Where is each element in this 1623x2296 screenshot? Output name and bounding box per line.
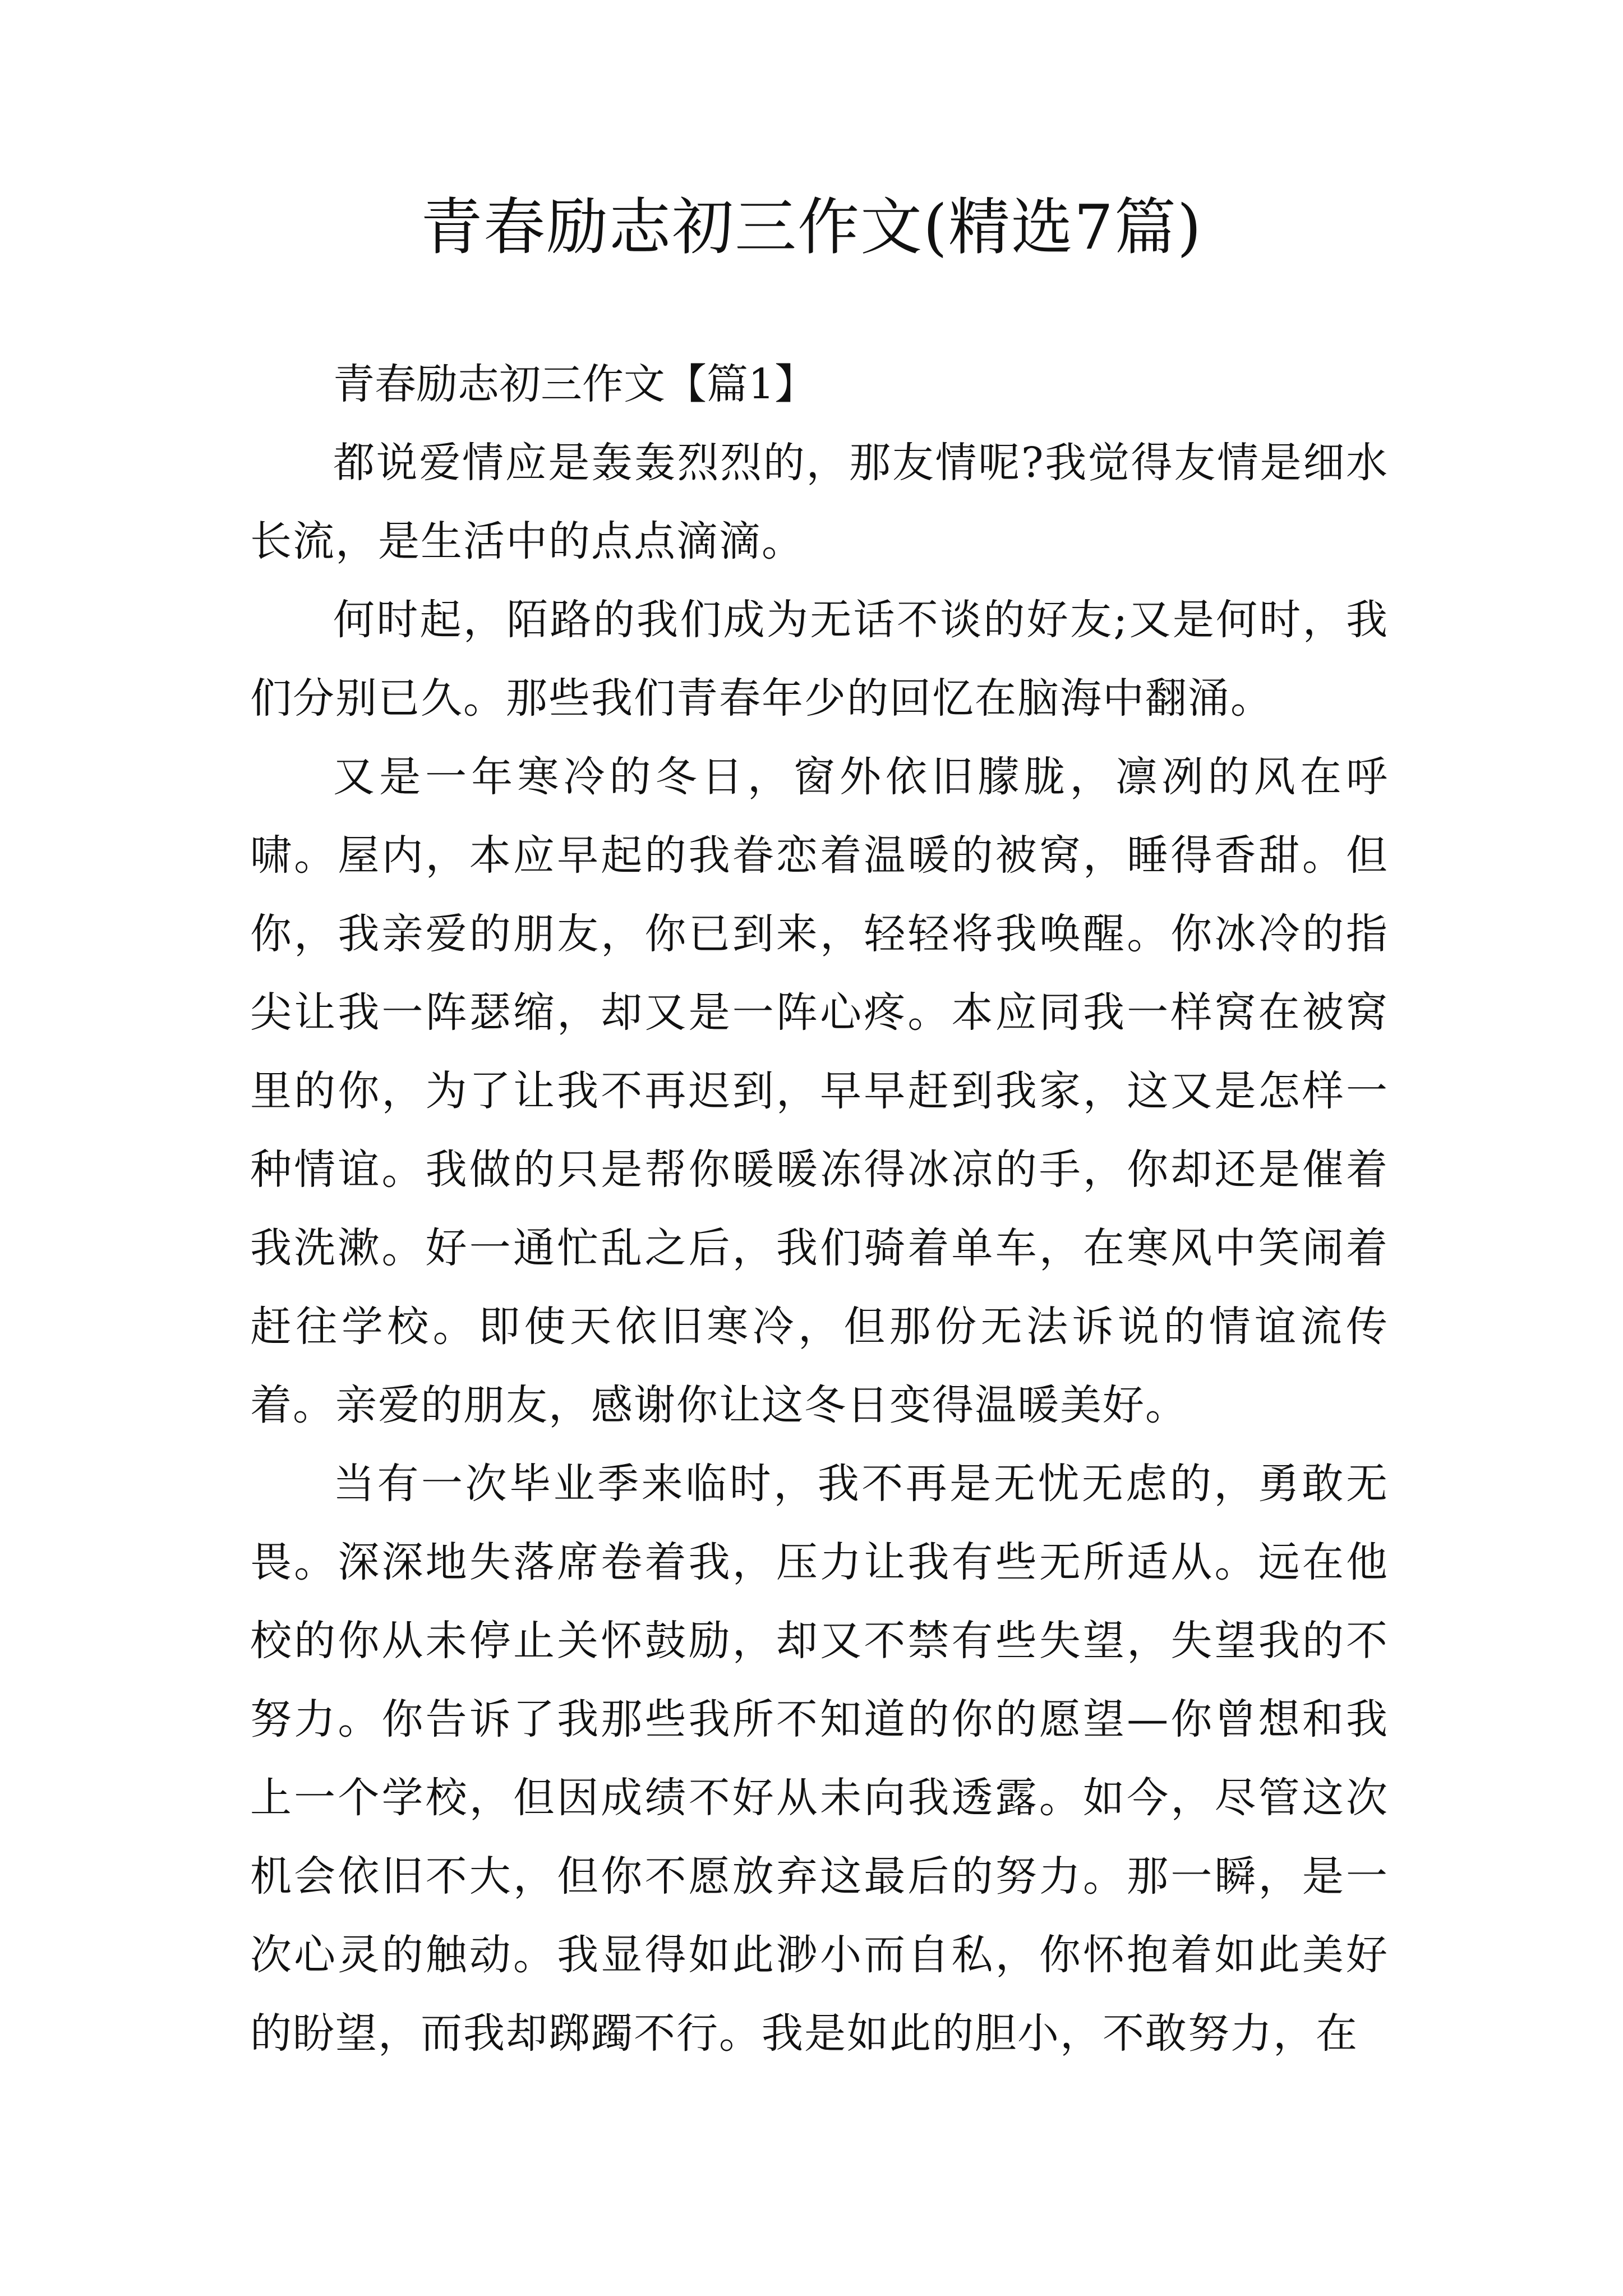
document-title: 青春励志初三作文(精选7篇): [421, 191, 1202, 263]
paragraph-1: 都说爱情应是轰轰烈烈的，那友情呢?我觉得友情是细水长流，是生活中的点点滴滴。: [250, 439, 1389, 565]
paragraph-4: 当有一次毕业季来临时，我不再是无忧无虑的，勇敢无畏。深深地失落席卷着我，压力让我有些无所适从。远在他校的你从未停止关怀鼓励，却又不禁有些失望，失望我的不努力。你告诉了我那些我所不知道的你的愿望—你曾想和我上一个学校，但因成绩不好从未向我透露。如今，尽管这次机会依旧不大，但你不愿放弃这最后的努力。那一瞬，是一次心灵的触动。我显得如此渺小而自私，你怀抱着如此美好的盼望，而我却踯躅不行。我是如此的胆小，不敢努力，在: [250, 1460, 1389, 2058]
document-body: [250, 345, 1389, 2073]
paragraph-2: 何时起，陌路的我们成为无话不谈的好友;又是何时，我们分别已久。那些我们青春年少的回忆在脑海中翻涌。: [250, 596, 1389, 723]
section-heading: 青春励志初三作文【篇1】: [333, 360, 817, 408]
paragraph-3: 又是一年寒冷的冬日，窗外依旧朦胧，凛冽的风在呼啸。屋内，本应早起的我眷恋着温暖的被窝，睡得香甜。但你，我亲爱的朋友，你已到来，轻轻将我唤醒。你冰冷的指尖让我一阵瑟缩，却又是一阵心疼。本应同我一样窝在被窝里的你，为了让我不再迟到，早早赶到我家，这又是怎样一种情谊。我做的只是帮你暖暖冻得冰凉的手，你却还是催着我洗漱。好一通忙乱之后，我们骑着单车，在寒风中笑闹着赶往学校。即使天依旧寒冷，但那份无法诉说的情谊流传着。亲爱的朋友，感谢你让这冬日变得温暖美好。: [250, 753, 1389, 1429]
